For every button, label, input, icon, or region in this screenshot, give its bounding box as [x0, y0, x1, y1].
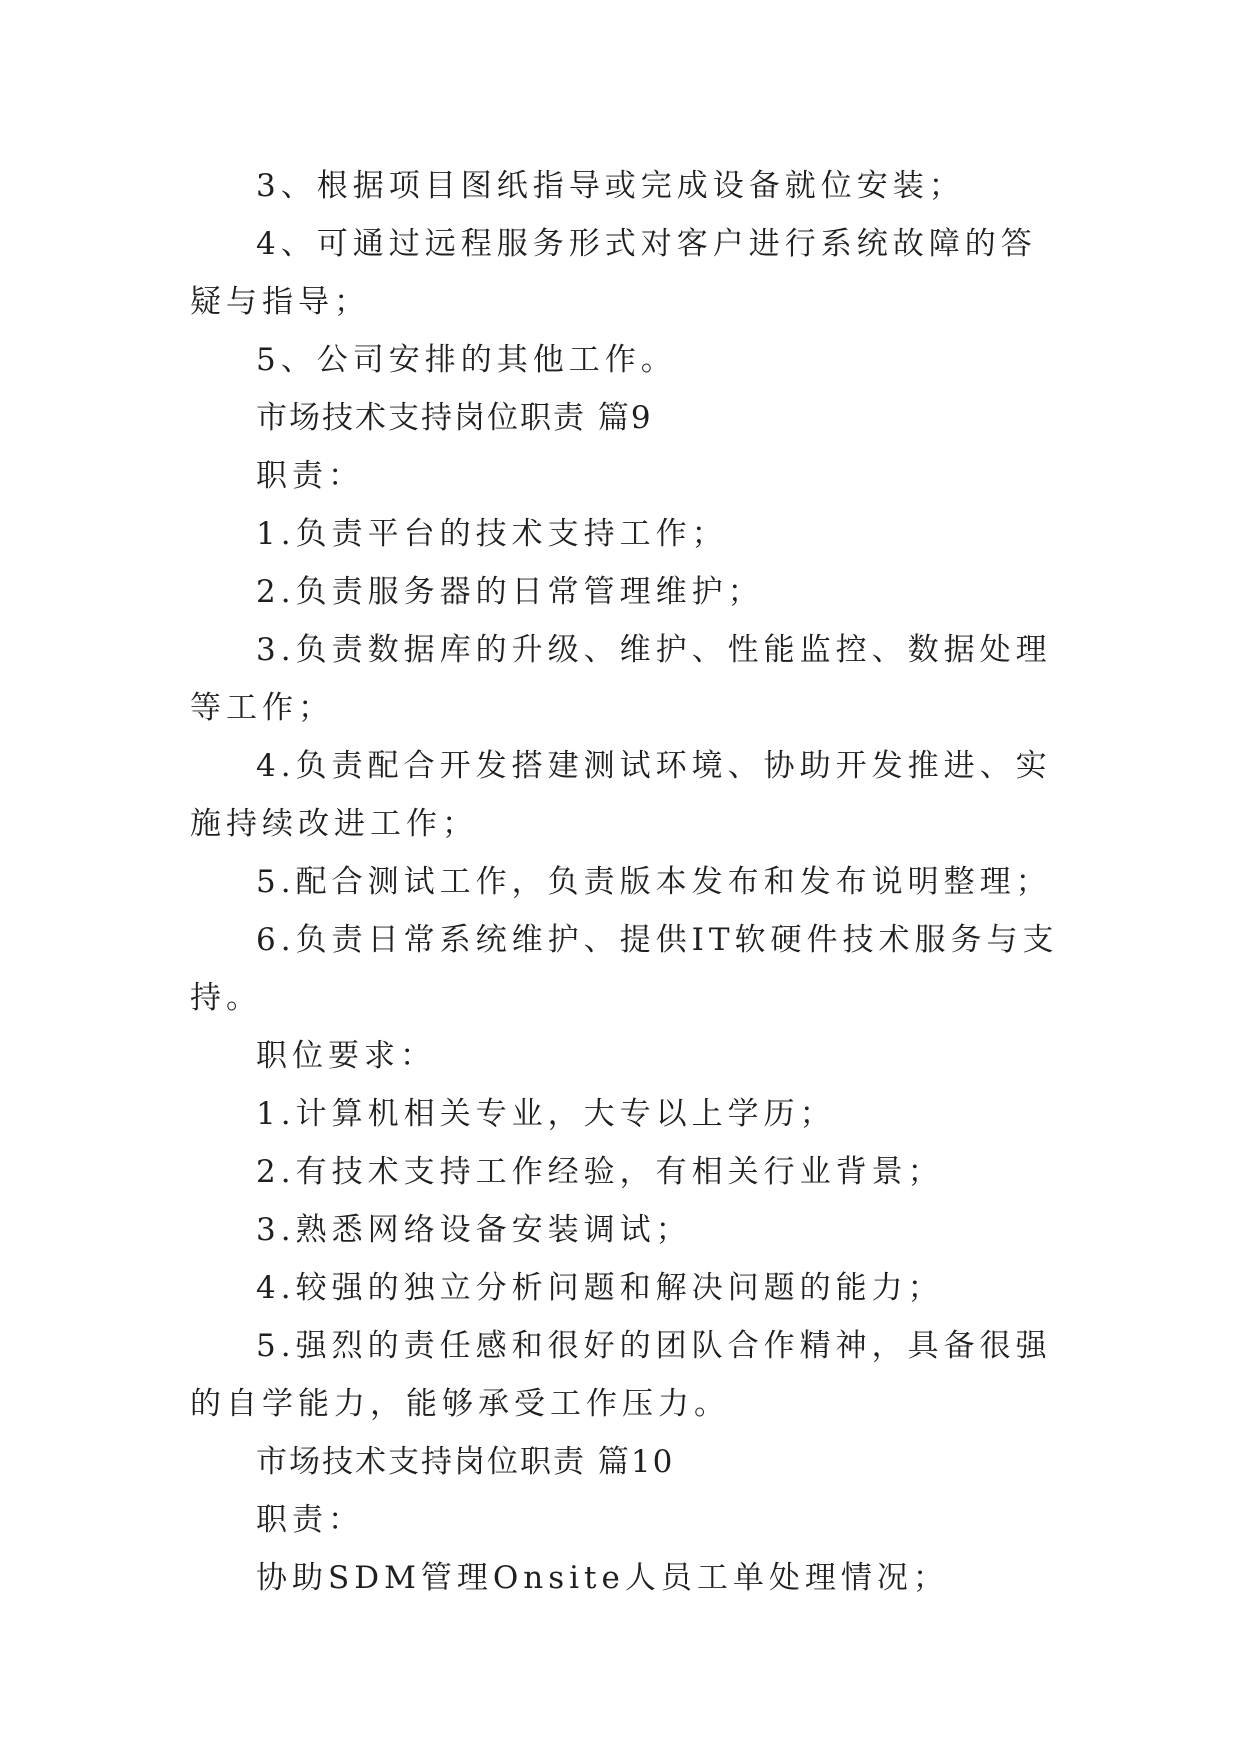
- paragraph-item-5: 5、公司安排的其他工作。: [256, 342, 677, 378]
- duty-item-6: 6.负责日常系统维护、提供IT软硬件技术服务与支持。: [190, 922, 1059, 1016]
- paragraph-item-4: 4、可通过远程服务形式对客户进行系统故障的答疑与指导；: [190, 226, 1037, 320]
- requirement-item-1: 1.计算机相关专业，大专以上学历；: [256, 1096, 836, 1132]
- document-body: [190, 157, 1060, 1607]
- duty-item-3: 3.负责数据库的升级、维护、性能监控、数据处理等工作；: [190, 632, 1052, 726]
- duty-item-5: 5.配合测试工作，负责版本发布和发布说明整理；: [256, 864, 1052, 900]
- section-heading-10: 市场技术支持岗位职责 篇10: [256, 1444, 675, 1480]
- duties-label: 职责：: [256, 458, 364, 494]
- requirement-item-2: 2.有技术支持工作经验，有相关行业背景；: [256, 1154, 944, 1190]
- duty-item-1: 1.负责平台的技术支持工作；: [256, 516, 728, 552]
- paragraph-item-3: 3、根据项目图纸指导或完成设备就位安装；: [256, 168, 965, 204]
- duty-item-2: 2.负责服务器的日常管理维护；: [256, 574, 764, 610]
- section-heading-9: 市场技术支持岗位职责 篇9: [256, 400, 653, 436]
- duties-label-10: 职责：: [256, 1502, 364, 1538]
- requirement-item-4: 4.较强的独立分析问题和解决问题的能力；: [256, 1270, 944, 1306]
- requirement-item-3: 3.熟悉网络设备安装调试；: [256, 1212, 692, 1248]
- duty-item-sdm: 协助SDM管理Onsite人员工单处理情况；: [256, 1560, 949, 1596]
- requirements-label: 职位要求：: [256, 1038, 436, 1074]
- requirement-item-5: 5.强烈的责任感和很好的团队合作精神，具备很强的自学能力，能够承受工作压力。: [190, 1328, 1052, 1422]
- duty-item-4: 4.负责配合开发搭建测试环境、协助开发推进、实施持续改进工作；: [190, 748, 1052, 842]
